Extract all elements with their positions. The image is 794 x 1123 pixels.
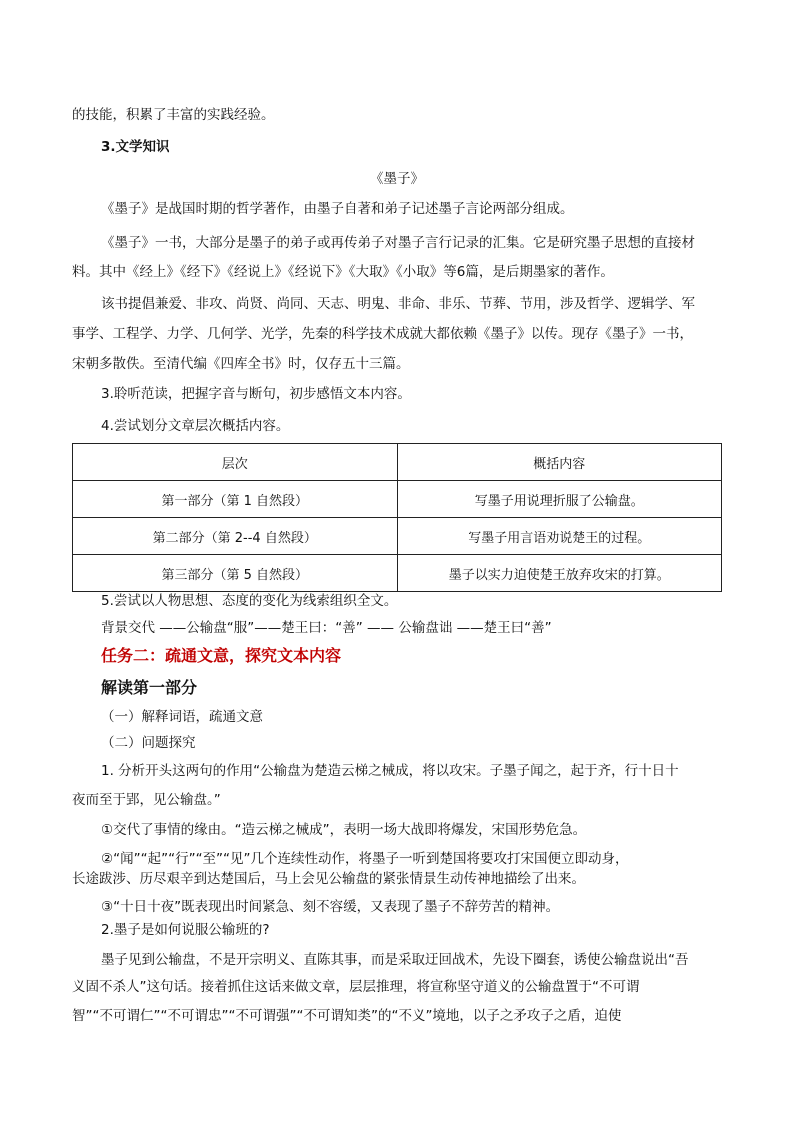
table-header-cell: 层次	[73, 444, 398, 481]
paragraph: ①交代了事情的缘由。“造云梯之械成”，表明一场大战即将爆发，宋国形势危急。	[101, 822, 587, 838]
paragraph: 5.尝试以人物思想、态度的变化为线索组织全文。	[101, 593, 398, 609]
table-cell: 写墨子用言语劝说楚王的过程。	[397, 518, 722, 555]
section-heading: 3.文学知识	[101, 139, 170, 155]
paragraph: （二）问题探究	[101, 735, 196, 751]
book-title: 《墨子》	[370, 171, 424, 187]
table-cell: 第二部分（第 2--4 自然段）	[73, 518, 398, 555]
paragraph: ②“闻”“起”“行”“至”“见”几个连续性动作，将墨子一听到楚国将要攻打宋国便立即动身，	[101, 851, 629, 867]
table-cell: 第三部分（第 5 自然段）	[73, 555, 398, 592]
structure-table	[72, 443, 722, 592]
paragraph: 料。其中《经上》《经下》《经说上》《经说下》《大取》《小取》等6篇，是后期墨家的著作。	[72, 264, 614, 280]
paragraph: 墨子见到公输盘，不是开宗明义、直陈其事，而是采取迂回战术，先设下圈套，诱使公输盘说出“吾	[101, 952, 689, 968]
paragraph: 的技能，积累了丰富的实践经验。	[72, 107, 275, 123]
task-heading: 任务二：疏通文意，探究文本内容	[101, 646, 342, 665]
paragraph: 夜而至于郢，见公输盘。”	[72, 792, 221, 808]
paragraph: 智”“不可谓仁”“不可谓忠”“不可谓强”“不可谓知类”的“不义”境地，以子之矛攻子之盾，迫使	[72, 1008, 622, 1024]
table-header-cell: 概括内容	[397, 444, 722, 481]
paragraph: 《墨子》一书，大部分是墨子的弟子或再传弟子对墨子言行记录的汇集。它是研究墨子思想的直接材	[101, 235, 695, 251]
table-row	[73, 518, 722, 555]
paragraph: 3.聆听范读，把握字音与断句，初步感悟文本内容。	[101, 386, 411, 402]
paragraph: 1. 分析开头这两句的作用“公输盘为楚造云梯之械成，将以攻宋。子墨子闻之，起于齐，行十日十	[101, 763, 679, 779]
paragraph: 背景交代 ——公输盘“服”——楚王曰：“善” —— 公输盘诎 ——楚王曰“善”	[101, 620, 552, 636]
paragraph: ③“十日十夜”既表现出时间紧急、刻不容缓，又表现了墨子不辞劳苦的精神。	[101, 899, 560, 915]
table-row	[73, 555, 722, 592]
paragraph: 长途跋涉、历尽艰辛到达楚国后，马上会见公输盘的紧张情景生动传神地描绘了出来。	[72, 871, 585, 887]
paragraph: （一）解释词语，疏通文意	[101, 709, 263, 725]
question-heading: 2.墨子是如何说服公输班的?	[101, 922, 270, 938]
paragraph: 4.尝试划分文章层次概括内容。	[101, 418, 290, 434]
paragraph: 宋朝多散佚。至清代编《四库全书》时，仅存五十三篇。	[72, 356, 410, 372]
paragraph: 义固不杀人”这句话。接着抓住这话来做文章，层层推理，将宣称坚守道义的公输盘置于“不可谓	[72, 979, 640, 995]
table-cell: 墨子以实力迫使楚王放弃攻宋的打算。	[397, 555, 722, 592]
paragraph: 该书提倡兼爱、非攻、尚贤、尚同、天志、明鬼、非命、非乐、节葬、节用，涉及哲学、逻辑学、军	[101, 296, 695, 312]
paragraph: 事学、工程学、力学、几何学、光学，先秦的科学技术成就大都依赖《墨子》以传。现存《墨子》一书，	[72, 326, 693, 342]
paragraph: 《墨子》是战国时期的哲学著作，由墨子自著和弟子记述墨子言论两部分组成。	[101, 201, 574, 217]
table-header-row	[73, 444, 722, 481]
table-row	[73, 481, 722, 518]
table-cell: 写墨子用说理折服了公输盘。	[397, 481, 722, 518]
table-cell: 第一部分（第 1 自然段）	[73, 481, 398, 518]
part-heading: 解读第一部分	[101, 678, 198, 697]
